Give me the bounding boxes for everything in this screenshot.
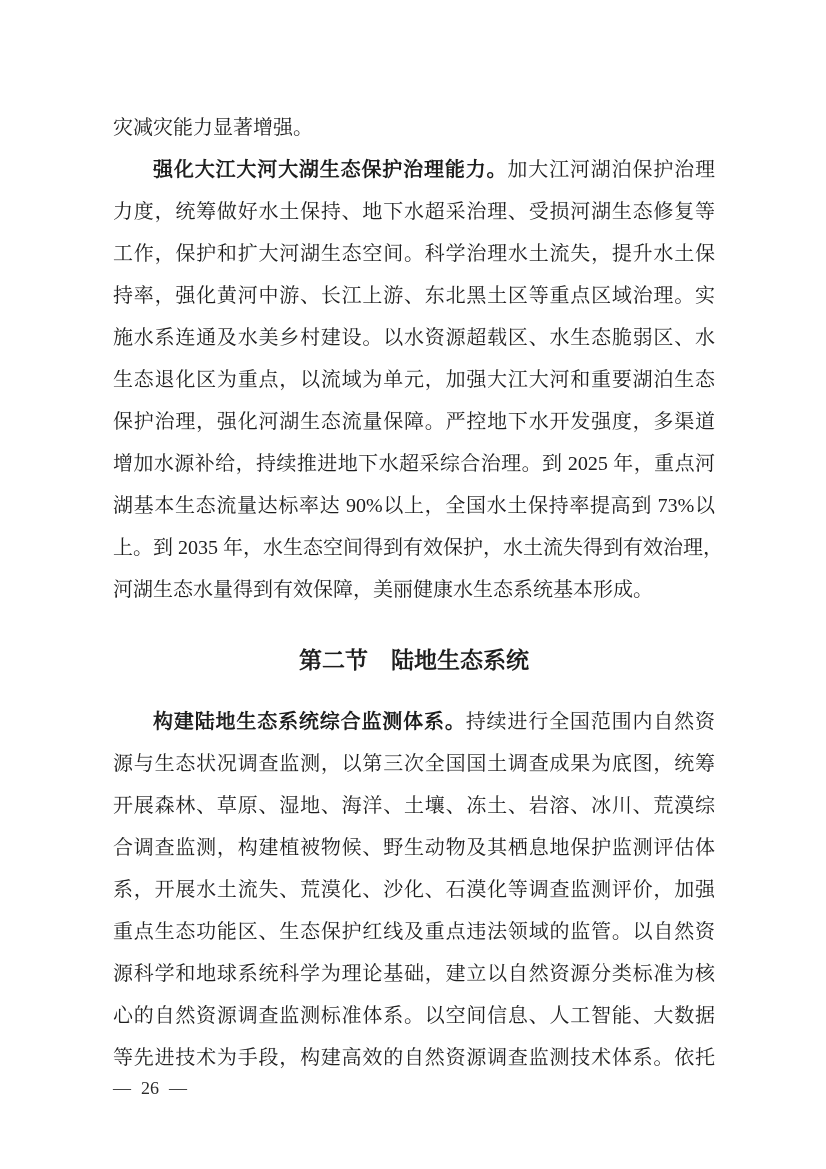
paragraph-lead-bold: 强化大江大河大湖生态保护治理能力。 <box>153 159 508 181</box>
paragraph-lead-rest: 加大江河湖泊保护治理 <box>507 159 716 181</box>
text-line: 工作，保护和扩大河湖生态空间。科学治理水土流失，提升水土保 <box>113 243 715 265</box>
text-line: 合调查监测，构建植被物候、野生动物及其栖息地保护监测评估体 <box>113 837 715 859</box>
paragraph <box>113 701 715 1079</box>
text-line: 力度，统筹做好水土保持、地下水超采治理、受损河湖生态修复等 <box>113 201 715 223</box>
page-number: 26 <box>141 1078 159 1098</box>
paragraph <box>113 149 723 611</box>
document-body <box>113 107 723 1079</box>
text-line: 河湖生态水量得到有效保障，美丽健康水生态系统基本形成。 <box>113 579 653 601</box>
paragraph-continuation <box>113 107 715 149</box>
text-line: 灾减灾能力显著增强。 <box>113 117 313 139</box>
text-line: 持率，强化黄河中游、长江上游、东北黑土区等重点区域治理。实 <box>113 285 715 307</box>
paragraph-lead-rest: 持续进行全国范围内自然资 <box>465 711 716 733</box>
page-footer <box>113 1076 187 1100</box>
text-line: 开展森林、草原、湿地、海洋、土壤、冻土、岩溶、冰川、荒漠综 <box>113 795 715 817</box>
text-line: 重点生态功能区、生态保护红线及重点违法领域的监管。以自然资 <box>113 921 715 943</box>
text-line: 湖基本生态流量达标率达 90%以上，全国水土保持率提高到 73%以 <box>113 495 715 517</box>
text-line: 源科学和地球系统科学为理论基础，建立以自然资源分类标准为核 <box>113 963 715 985</box>
section-heading <box>113 639 715 681</box>
text-line: 施水系连通及水美乡村建设。以水资源超载区、水生态脆弱区、水 <box>113 327 715 349</box>
footer-dash-right: — <box>169 1078 187 1098</box>
text-line: 上。到 2035 年，水生态空间得到有效保护，水土流失得到有效治理， <box>113 537 723 559</box>
text-line: 心的自然资源调查监测标准体系。以空间信息、人工智能、大数据 <box>113 1005 715 1027</box>
section-heading-number: 第二节 <box>299 647 368 673</box>
text-line: 等先进技术为手段，构建高效的自然资源调查监测技术体系。依托 <box>113 1047 715 1069</box>
text-line: 生态退化区为重点，以流域为单元，加强大江大河和重要湖泊生态 <box>113 369 715 391</box>
text-line <box>113 701 715 743</box>
footer-dash-left: — <box>113 1078 131 1098</box>
text-line: 增加水源补给，持续推进地下水超采综合治理。到 2025 年，重点河 <box>113 453 715 475</box>
text-line: 系，开展水土流失、荒漠化、沙化、石漠化等调查监测评价，加强 <box>113 879 715 901</box>
text-line: 保护治理，强化河湖生态流量保障。严控地下水开发强度，多渠道 <box>113 411 715 433</box>
text-line <box>113 149 715 191</box>
text-line: 源与生态状况调查监测，以第三次全国国土调查成果为底图，统筹 <box>113 753 715 775</box>
paragraph-lead-bold: 构建陆地生态系统综合监测体系。 <box>153 711 466 733</box>
section-heading-title: 陆地生态系统 <box>391 647 529 673</box>
